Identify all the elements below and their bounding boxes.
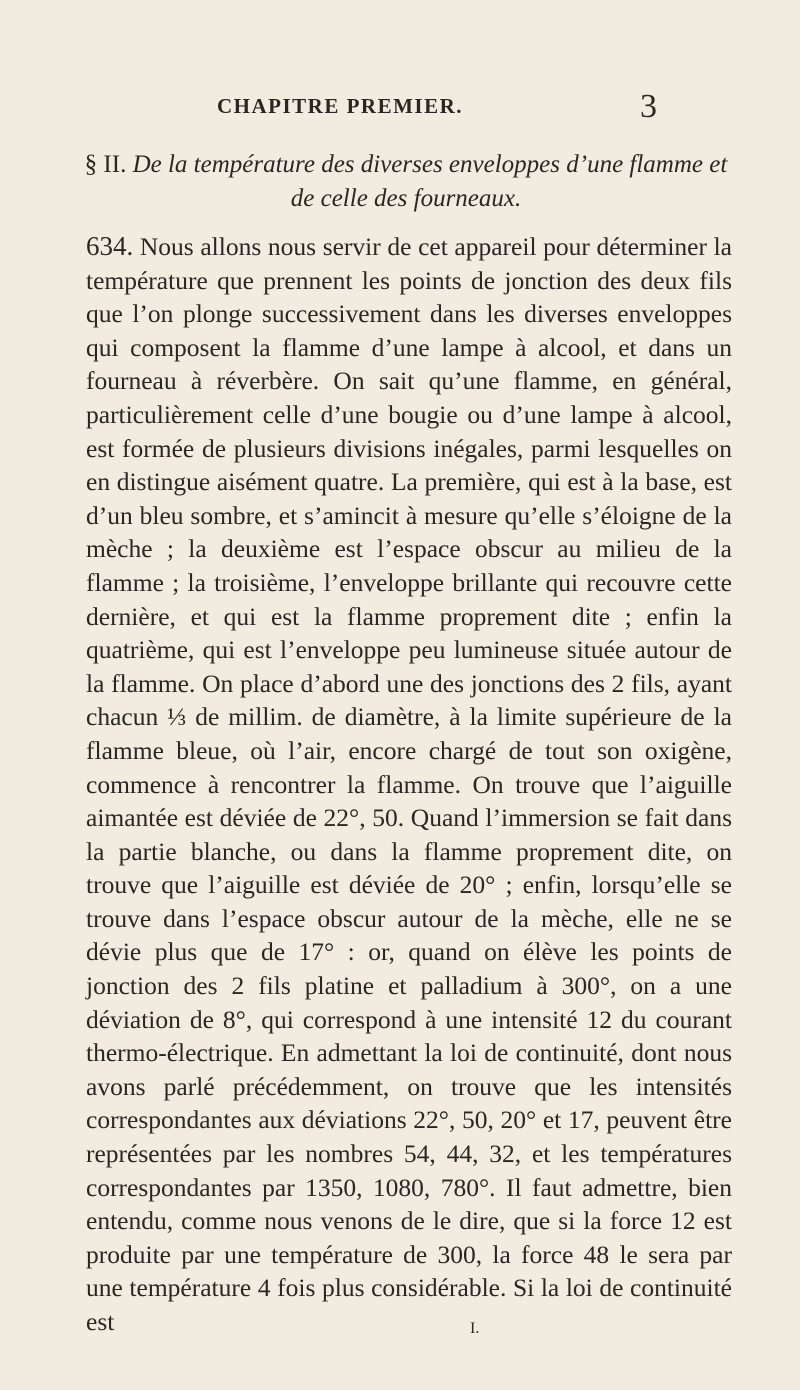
section-title-text: De la température des diverses enveloppes d’une flamme et de celle des fourneaux.	[132, 151, 728, 212]
page-number: 3	[640, 88, 657, 125]
section-mark: § II.	[84, 151, 127, 178]
signature-mark: I.	[470, 1320, 480, 1337]
paragraph-text: Nous allons nous servir de cet appareil pour déterminer la température que prennent les points de jonction des deux fils que l’on plonge successivement dans les diverses enveloppes qui composent la flamme d’une lampe à alcool, et dans un fourneau à réverbère. On sait qu’une flamme, en général, particulièrement celle d’une bougie ou d’une lampe à alcool, est formée de plusieurs divisions inégales, parmi lesquelles on en distingue aisément quatre. La première, qui est à la base, est d’un bleu sombre, et s’amincit à mesure qu’elle s’éloigne de la mèche ; la deuxième est l’espace obscur au milieu de la flamme ; la troisième, l’enveloppe brillante qui recouvre cette dernière, et qui est la flamme proprement dite ; enfin la quatrième, qui est l’enveloppe peu lumineuse située autour de la flamme. On place d’abord une des jonctions des 2 fils, ayant chacun ⅓ de millim. de diamètre, à la limite supérieure de la flamme bleue, où l’air, encore chargé de tout son oxigène, commence à rencontrer la flamme. On trouve que l’aiguille aimantée est déviée de 22°, 50. Quand l’immersion se fait dans la partie blanche, ou dans la flamme proprement dite, on trouve que l’aiguille est déviée de 20° ; enfin, lorsqu’elle se trouve dans l’espace obscur autour de la mèche, elle ne se dévie plus que de 17° : or, quand on élève les points de jonction des 2 fils platine et palladium à 300°, on a une déviation de 8°, qui correspond à une intensité 12 du courant thermo-électrique. En admettant la loi de continuité, dont nous avons parlé précédemment, on trouve que les intensités correspondantes aux déviations 22°, 50, 20° et 17, peuvent être représentées par les nombres 54, 44, 32, et les températures correspondantes par 1350, 1080, 780°. Il faut admettre, bien entendu, comme nous venons de le dire, que si la force 12 est produite par une température de 300, la force 48 le sera par une température 4 fois plus considérable. Si la loi de continuité est	[86, 232, 733, 1336]
page-header	[0, 88, 800, 134]
paragraph-number: 634.	[86, 231, 134, 261]
running-head: CHAPITRE PREMIER.	[216, 94, 463, 118]
section-heading	[76, 148, 736, 216]
body-paragraph	[58, 230, 732, 1339]
